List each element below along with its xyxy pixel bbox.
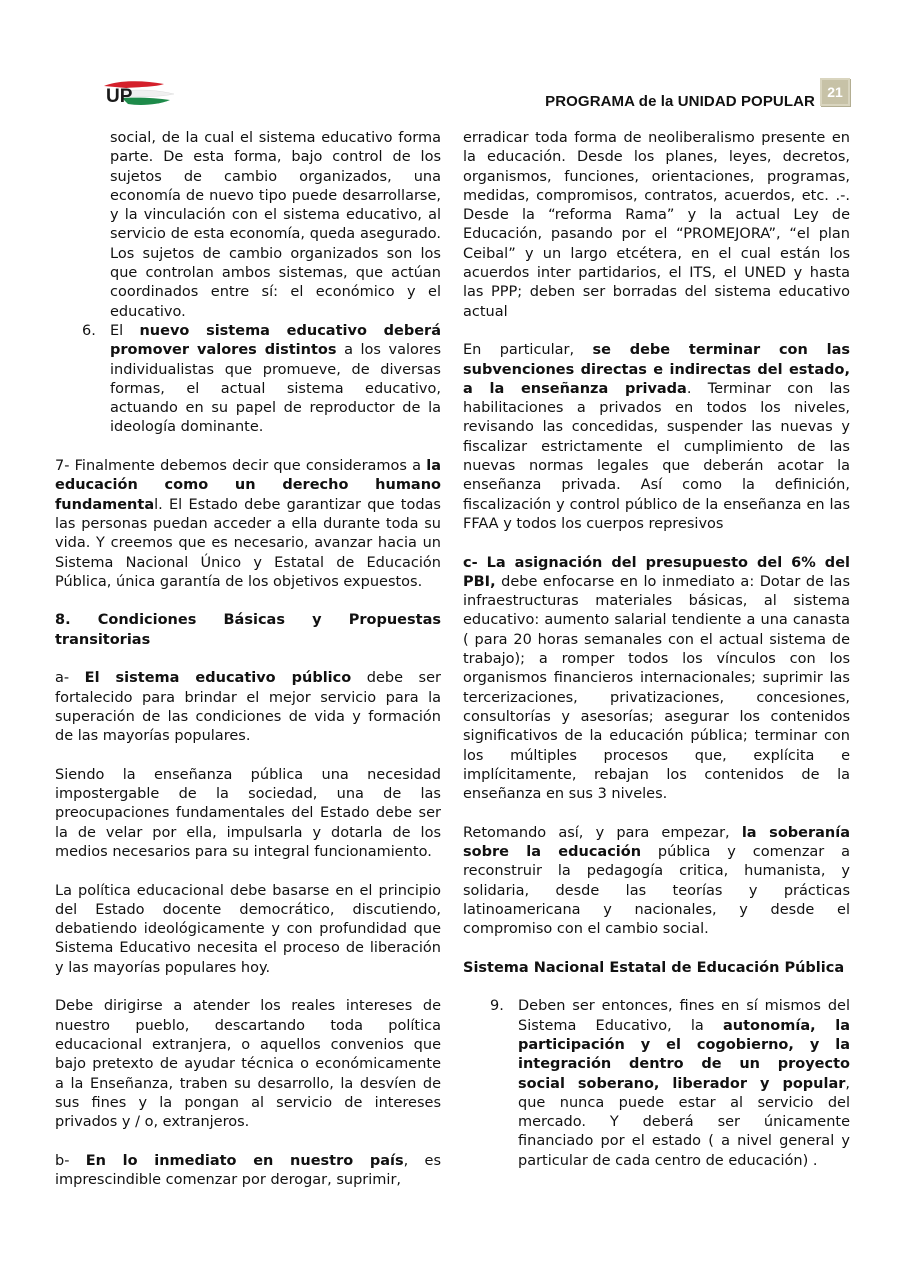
section-heading-sistema: Sistema Nacional Estatal de Educación Pública	[463, 959, 845, 976]
logo-text: UP	[106, 86, 133, 107]
list-item-6	[55, 322, 441, 438]
paragraph-siendo: Siendo la enseñanza pública una necesidad impostergable de la sociedad, una de las preocupaciones fundamentales del Estado debe ser la de velar por ella, impulsarla y dotarla de los medios necesarios para su integral funcionamiento.	[55, 766, 441, 860]
right-column	[463, 129, 850, 1171]
list-item-9	[463, 997, 850, 1171]
document-header-title: PROGRAMA de la UNIDAD POPULAR	[545, 93, 815, 110]
list-item-text: Deben ser entonces, fines en sí mismos del Sistema Educativo, la autonomía, la participación y el cogobierno, y la integración dentro de un proyecto social soberano, liberador y popular, que nunca puede estar al servicio del mercado. Y deberá ser únicamente financiado por el estado ( a nivel general y particular de cada centro de educación) .	[518, 998, 850, 1169]
list-number: 6.	[82, 322, 96, 339]
page-number-badge: 21	[820, 78, 850, 106]
list-number: 9.	[490, 998, 504, 1015]
paragraph-7: 7- Finalmente debemos decir que consideramos a la educación como un derecho humano fundamental. El Estado debe garantizar que todas las personas puedan acceder a ella durante toda su vida. Y creemos que es necesario, avanzar hacia un Sistema Nacional Único y Estatal de Educación Pública, única garantía de los objetivos expuestos.	[55, 458, 441, 590]
list-item-text: El nuevo sistema educativo deberá promover valores distintos a los valores individualistas que promueve, de diversas formas, el actual sistema educativo, actuando en su papel de reproductor de la ideología dominante.	[110, 322, 442, 436]
left-column	[55, 129, 441, 1190]
paragraph-debe: Debe dirigirse a atender los reales intereses de nuestro pueblo, descartando toda política educacional extranjera, o aquellos convenios que bajo pretexto de ayudar técnica o económicamente a la Enseñanza, traben su desarrollo, la desvíen de sus fines y la pongan al servicio de intereses privados y / o, extranjeros.	[55, 998, 441, 1131]
paragraph-politica: La política educacional debe basarse en el principio del Estado docente democrático, discutiendo, debatiendo ideológicamente y con profundidad que Sistema Educativo necesita el proceso de liberación y las mayorías populares hoy.	[55, 882, 441, 976]
section-heading-8: 8. Condiciones Básicas y Propuestas transitorias	[55, 612, 441, 648]
continued-paragraph: social, de la cual el sistema educativo forma parte. De esta forma, bajo control de los sujetos de cambio organizados, una economía de nuevo tipo puede desarrollarse, y la vinculación con el sistema educativo, al servicio de esta economía, queda asegurado. Los sujetos de cambio organizados son los que controlan ambos sistemas, que actúan coordinados entre sí: el económico y el educativo.	[110, 130, 441, 320]
paragraph-c: c- La asignación del presupuesto del 6% del PBI, debe enfocarse en lo inmediato a: Dotar de las infraestructuras materiales básicas, al sistema educativo: aumento salarial tendiente a una canasta ( para 20 horas semanales con el actual sistema de trabajo); a romper todos los vínculos con los organismos financieros internacionales; suprimir las tercerizaciones, privatizaciones, concesiones, consultorías y asesorías; asegurar los contenidos significativos de la educación pública; terminar con los múltiples procesos que, explícita e implícitamente, rebajan los contenidos de la enseñanza en sus 3 niveles.	[463, 554, 850, 803]
up-logo	[98, 78, 180, 110]
paragraph-a: a- El sistema educativo público debe ser fortalecido para brindar el mejor servicio para la superación de las condiciones de vida y formación de las mayorías populares.	[55, 670, 441, 745]
paragraph-b: b- En lo inmediato en nuestro país, es imprescindible comenzar por derogar, suprimir,	[55, 1152, 442, 1189]
paragraph-retomando: Retomando así, y para empezar, la soberanía sobre la educación pública y comenzar a reconstruir la pedagogía critica, humanista, y solidaria, desde las teorías y prácticas latinoamericana y nacionales, y desde el compromiso con el cambio social.	[463, 824, 851, 938]
paragraph-erradicar: erradicar toda forma de neoliberalismo presente en la educación. Desde los planes, leyes, decretos, organismos, funciones, orientaciones, programas, medidas, compromisos, contratos, acuerdos, etc. .-. Desde la “reforma Rama” y la actual Ley de Educación, pasando por el “PROMEJORA”, “el plan Ceibal” y un largo etcétera, en el cual están los acuerdos inter partidarios, el ITS, el UNED y hasta las PPP; deben ser borradas del sistema educativo actual	[463, 130, 850, 320]
paragraph-particular: En particular, se debe terminar con las subvenciones directas e indirectas del estado, a la enseñanza privada. Terminar con las habilitaciones a privados en todos los niveles, revisando las concedidas, suspender las nuevas y fiscalizar estrictamente el cumplimiento de las nuevas normas legales que deberán acotar la enseñanza privada. Así como la definición, fiscalización y control público de la enseñanza en las FFAA y todos los cuerpos represivos	[463, 342, 850, 532]
